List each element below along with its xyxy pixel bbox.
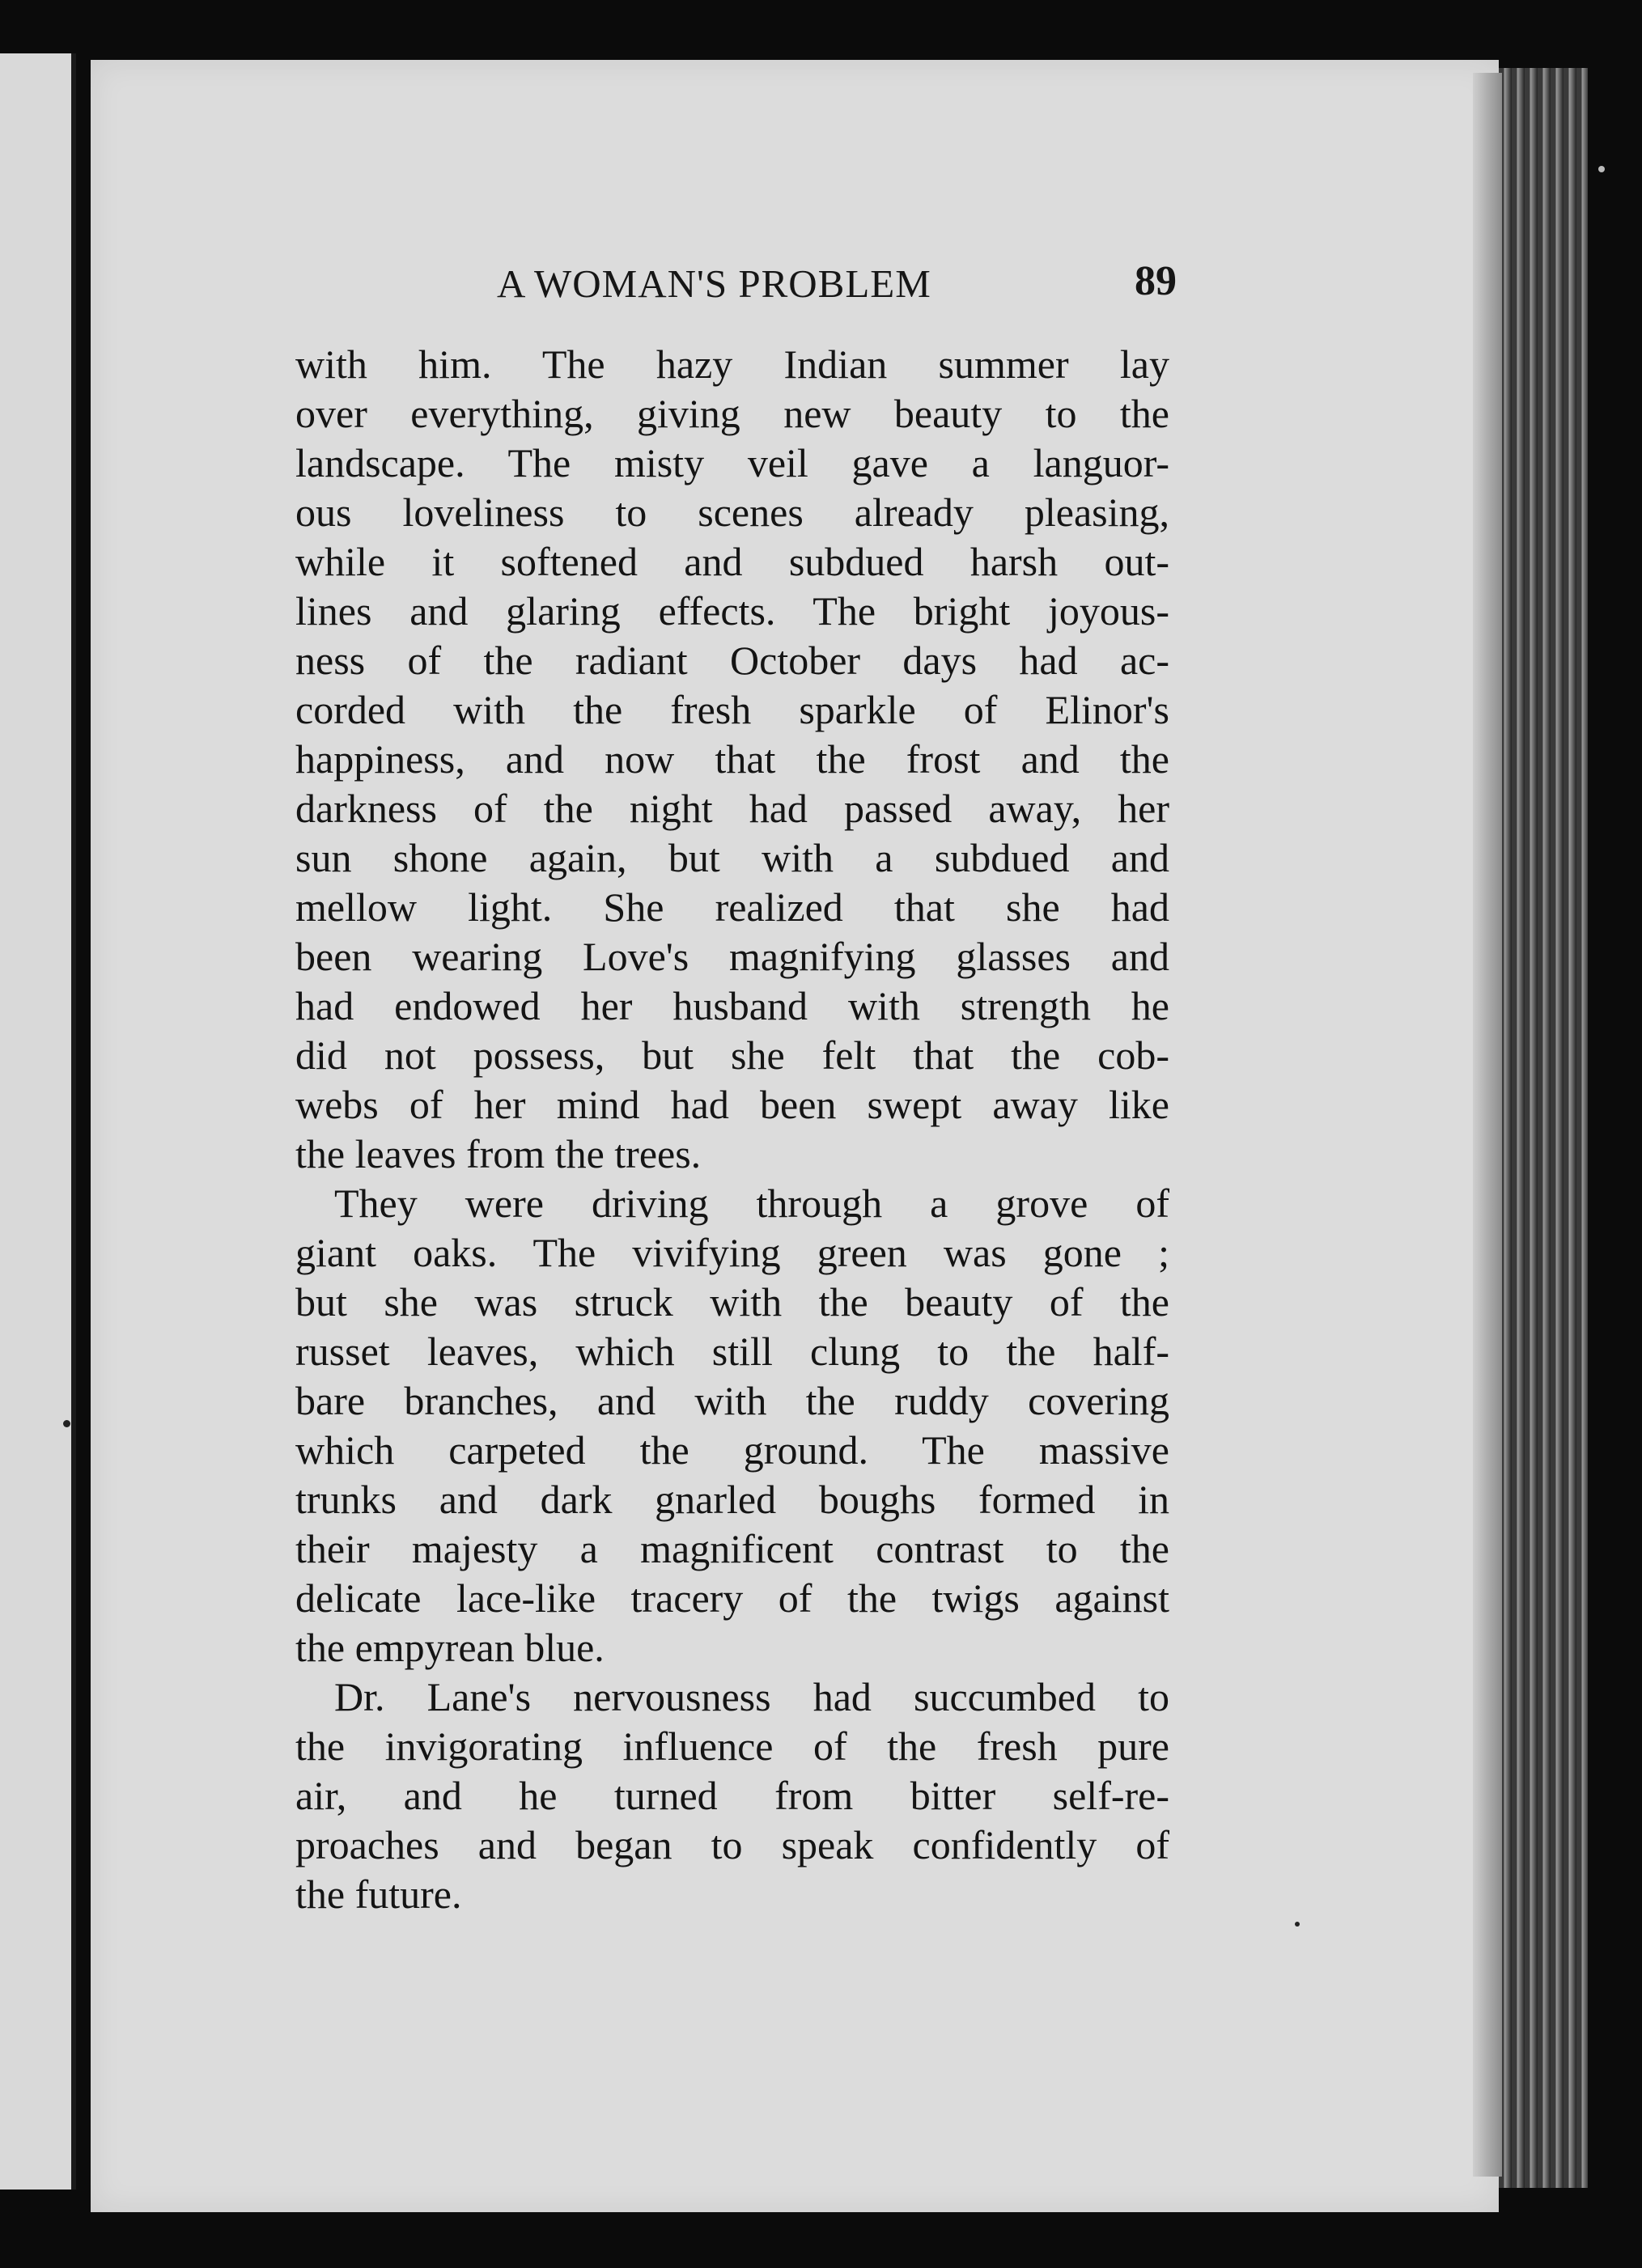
text-line: ness of the radiant October days had ac- bbox=[295, 638, 1169, 683]
paragraph-3 bbox=[295, 1672, 1169, 1919]
text-line: delicate lace-like tracery of the twigs against bbox=[295, 1575, 1169, 1621]
text-line: over everything, giving new beauty to the bbox=[295, 391, 1169, 436]
text-line: They were driving through a grove of bbox=[334, 1181, 1169, 1226]
scan-speck bbox=[63, 1420, 70, 1427]
text-line: had endowed her husband with strength he bbox=[295, 983, 1169, 1028]
running-head-title: A WOMAN'S PROBLEM bbox=[497, 261, 931, 306]
text-line: ous loveliness to scenes already pleasing, bbox=[295, 490, 1169, 535]
text-line: but she was struck with the beauty of the bbox=[295, 1279, 1169, 1325]
paragraph-2 bbox=[295, 1179, 1169, 1672]
text-line: russet leaves, which still clung to the half- bbox=[295, 1329, 1169, 1374]
text-line: corded with the fresh sparkle of Elinor's bbox=[295, 687, 1169, 732]
text-line: the empyrean blue. bbox=[295, 1625, 605, 1670]
text-line: did not possess, but she felt that the cob- bbox=[295, 1032, 1169, 1078]
text-line: giant oaks. The vivifying green was gone ; bbox=[295, 1230, 1169, 1275]
text-line: happiness, and now that the frost and the bbox=[295, 736, 1169, 782]
text-line: trunks and dark gnarled boughs formed in bbox=[295, 1477, 1169, 1522]
page-number: 89 bbox=[1135, 258, 1177, 304]
page-stack-edge bbox=[1499, 68, 1588, 2188]
previous-page-edge bbox=[0, 53, 76, 2190]
text-line: which carpeted the ground. The massive bbox=[295, 1427, 1169, 1473]
text-line: landscape. The misty veil gave a languor- bbox=[295, 440, 1169, 485]
text-line: proaches and began to speak confidently of bbox=[295, 1822, 1169, 1867]
text-line: Dr. Lane's nervousness had succumbed to bbox=[334, 1674, 1169, 1719]
text-line: with him. The hazy Indian summer lay bbox=[295, 341, 1169, 387]
paragraph-1 bbox=[295, 340, 1169, 1179]
text-line: sun shone again, but with a subdued and bbox=[295, 835, 1169, 880]
body-text bbox=[295, 340, 1169, 1919]
scan-speck bbox=[1295, 1922, 1300, 1927]
text-line: air, and he turned from bitter self-re- bbox=[295, 1773, 1169, 1818]
text-line: mellow light. She realized that she had bbox=[295, 884, 1169, 930]
text-line: been wearing Love's magnifying glasses and bbox=[295, 934, 1169, 979]
scan-speck bbox=[1598, 166, 1605, 172]
text-line: their majesty a magnificent contrast to the bbox=[295, 1526, 1169, 1571]
text-line: the leaves from the trees. bbox=[295, 1131, 702, 1176]
text-line: while it softened and subdued harsh out- bbox=[295, 539, 1169, 584]
text-line: the future. bbox=[295, 1872, 462, 1917]
text-line: the invigorating influence of the fresh pure bbox=[295, 1723, 1169, 1769]
text-line: webs of her mind had been swept away like bbox=[295, 1082, 1169, 1127]
text-line: darkness of the night had passed away, her bbox=[295, 786, 1169, 831]
page-fore-edge bbox=[1473, 73, 1502, 2177]
text-line: lines and glaring effects. The bright joyous- bbox=[295, 588, 1169, 634]
text-line: bare branches, and with the ruddy covering bbox=[295, 1378, 1169, 1423]
